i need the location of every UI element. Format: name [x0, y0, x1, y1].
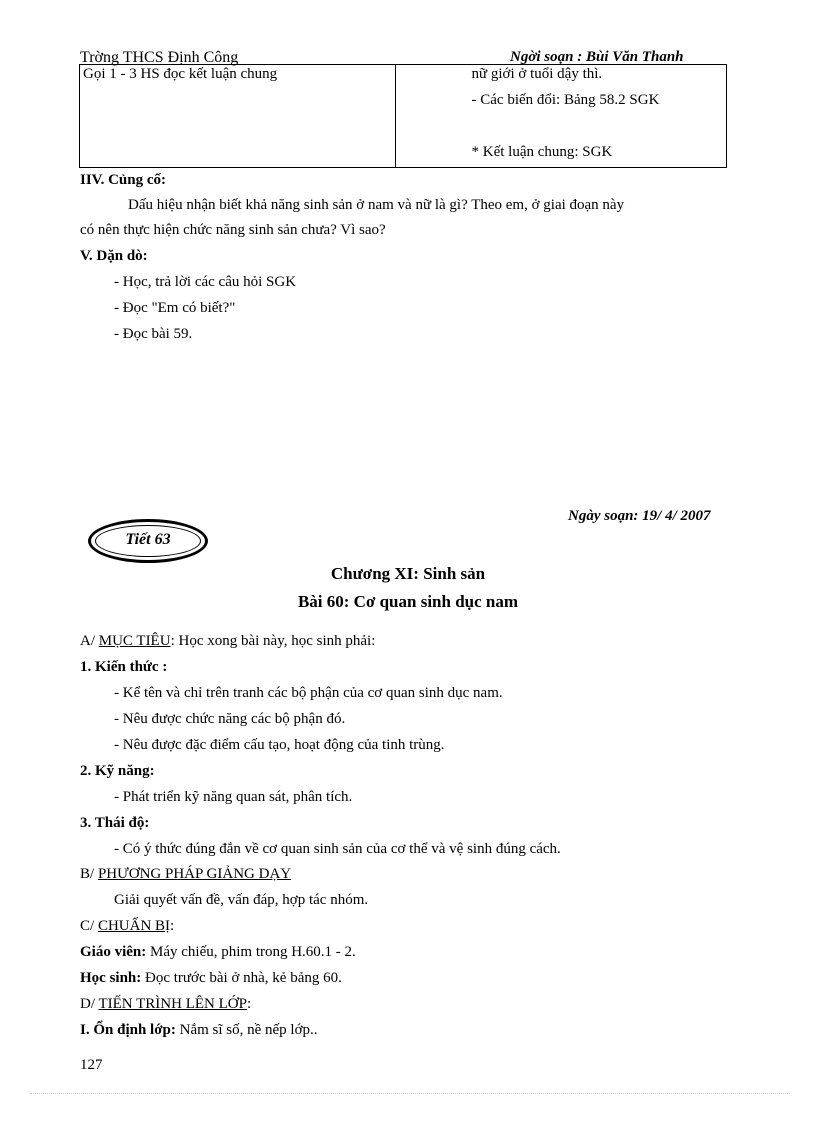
tien-trinh-heading	[80, 996, 251, 1013]
hoc-sinh-label: Học sinh:	[80, 970, 142, 986]
footer-divider	[30, 1093, 790, 1094]
lesson-title: Bài 60: Cơ quan sinh dục nam	[297, 592, 519, 611]
dan-do-item-1: - Học, trả lời các câu hỏi SGK	[114, 274, 297, 290]
cung-co-line-1: Dấu hiệu nhận biết khả năng sinh sản ở nam và nữ là gì? Theo em, ở giai đoạn này	[128, 197, 625, 213]
table-left-cell	[80, 65, 396, 168]
kien-thuc-item-3: - Nêu được đặc điểm cấu tạo, hoạt động của tinh trùng.	[114, 737, 445, 753]
header-school: Trờng THCS Định Công	[80, 49, 239, 66]
continuation-table	[79, 64, 727, 168]
phuong-phap-heading	[80, 866, 291, 883]
dan-do-heading: V. Dặn dò:	[80, 248, 148, 264]
muc-tieu-text: : Học xong bài này, học sinh phải:	[170, 633, 376, 649]
muc-tieu-label: MỤC TIÊU	[98, 633, 171, 649]
page-number: 127	[80, 1057, 103, 1073]
preparation-date: Ngày soạn: 19/ 4/ 2007	[568, 508, 711, 524]
giao-vien-text: Máy chiếu, phim trong H.60.1 - 2.	[146, 944, 356, 960]
hoc-sinh-text: Đọc trước bài ở nhà, kẻ bảng 60.	[141, 970, 342, 986]
lesson-badge-text: Tiết 63	[125, 531, 171, 548]
tien-trinh-label: TIẾN TRÌNH LÊN LỚP	[98, 996, 247, 1012]
hoc-sinh-line	[80, 970, 342, 987]
ky-nang-heading: 2. Kỹ năng:	[80, 763, 155, 779]
table-right-line-3: * Kết luận chung: SGK	[471, 143, 613, 160]
dan-do-item-3: - Đọc bài 59.	[114, 326, 193, 342]
phuong-phap-label: PHƯƠNG PHÁP GIẢNG DẠY	[97, 866, 292, 882]
giao-vien-label: Giáo viên:	[80, 944, 147, 960]
phuong-phap-text: Giải quyết vấn đề, vấn đáp, hợp tác nhóm.	[114, 892, 369, 908]
cung-co-heading: IIV. Củng cố:	[80, 172, 166, 188]
lesson-badge	[88, 519, 208, 563]
chuan-bi-prefix: C/	[80, 918, 98, 934]
on-dinh-text: Nắm sĩ số, nề nếp lớp..	[175, 1022, 318, 1038]
thai-do-heading: 3. Thái độ:	[80, 815, 150, 831]
cung-co-line-2: có nên thực hiện chức năng sinh sản chưa? Vì sao?	[80, 222, 386, 238]
on-dinh-label: I. Ổn định lớp:	[80, 1022, 176, 1038]
chuan-bi-suffix: :	[170, 918, 175, 934]
dan-do-item-2: - Đọc "Em có biết?"	[114, 300, 236, 316]
table-left-text: Gọi 1 - 3 HS đọc kết luận chung	[83, 66, 278, 82]
phuong-phap-prefix: B/	[80, 866, 98, 882]
kien-thuc-heading: 1. Kiến thức :	[80, 659, 168, 675]
kien-thuc-item-2: - Nêu được chức năng các bộ phận đó.	[114, 711, 346, 727]
giao-vien-line	[80, 944, 356, 961]
table-right-cell	[396, 65, 727, 168]
chapter-title: Chương XI: Sinh sản	[330, 564, 486, 583]
table-right-line-2: - Các biến đổi: Bảng 58.2 SGK	[471, 91, 660, 108]
ky-nang-item-1: - Phát triển kỹ năng quan sát, phân tích.	[114, 789, 353, 805]
chuan-bi-heading	[80, 918, 174, 935]
header-author: Ngời soạn : Bùi Văn Thanh	[510, 49, 684, 65]
table-right-line-1: nữ giới ở tuổi dậy thì.	[471, 65, 603, 82]
thai-do-item-1: - Có ý thức đúng đắn về cơ quan sinh sản của cơ thể và vệ sinh đúng cách.	[114, 841, 561, 857]
tien-trinh-suffix: :	[246, 996, 252, 1012]
tien-trinh-prefix: D/	[80, 996, 99, 1012]
on-dinh-line	[80, 1022, 318, 1039]
kien-thuc-item-1: - Kể tên và chỉ trên tranh các bộ phận của cơ quan sinh dục nam.	[114, 685, 503, 701]
muc-tieu-line	[80, 633, 375, 650]
chuan-bi-label: CHUẨN BỊ	[97, 918, 171, 934]
muc-tieu-prefix: A/	[80, 633, 99, 649]
